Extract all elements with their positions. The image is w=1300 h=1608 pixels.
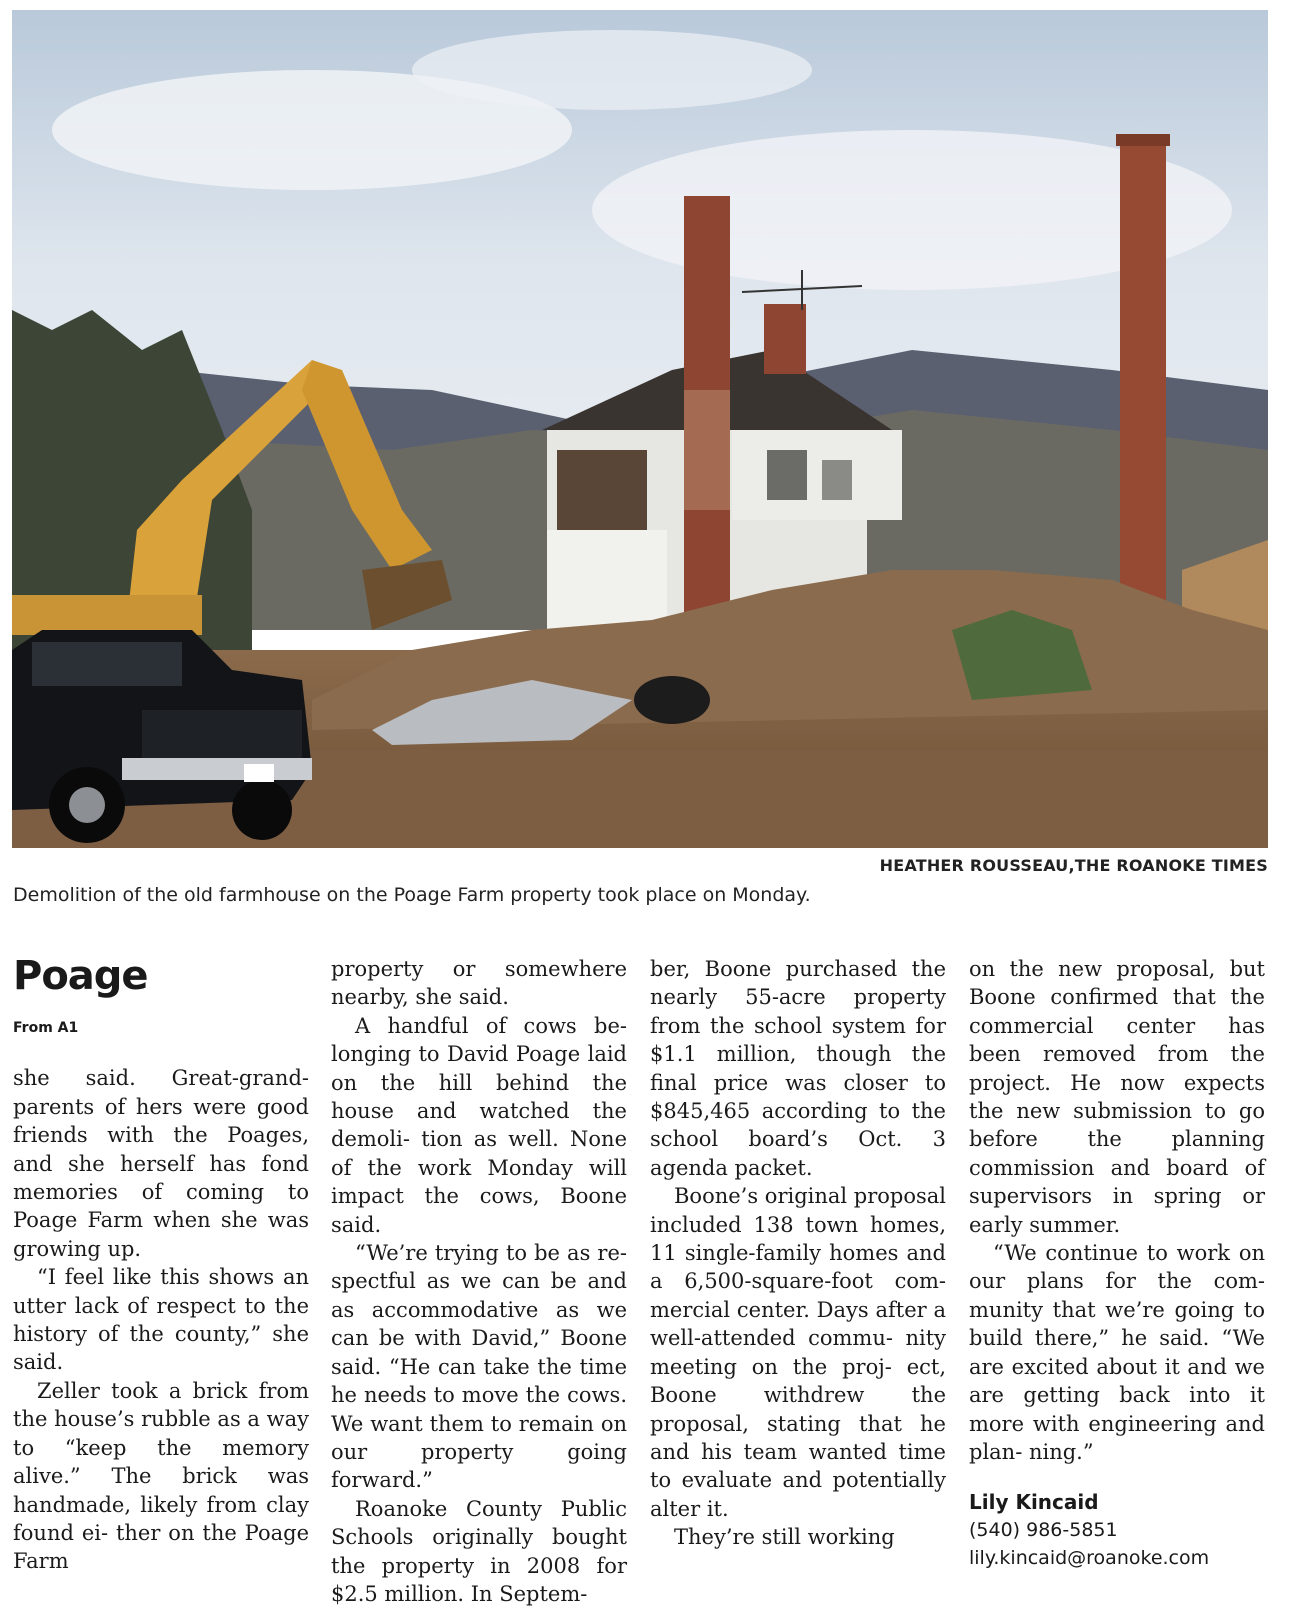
paragraph: Roanoke County Public Schools originally bought the property in 2008 for $2.5 million. In Septem- [331,1496,627,1606]
paragraph: Boone’s original proposal included 138 town homes, 11 single-family homes and a 6,500-square-foot com- mercial center. Days after a well-attended commu- nity meeting on the proj- ect, Boone withdrew the proposal, stating that he and his team wanted time to evaluate and potentially alter it. [650,1184,947,1521]
demolition-photo [12,10,1268,848]
article-column-4 [969,955,1265,1572]
jump-line: From A1 [13,1020,79,1036]
article-column-1 [13,952,309,1576]
byline-phone: (540) 986-5851 [969,1519,1118,1542]
paragraph: Zeller took a brick from the house’s rubble as a way to “keep the memory alive.” The brick was handmade, likely from clay found ei- ther on the Poage Farm [13,1378,309,1574]
paragraph: ber, Boone purchased the nearly 55-acre property from the school system for $1.1 million, though the final price was closer to $845,465 according to the school board’s Oct. 3 agenda packet. [650,957,946,1180]
paragraph: A handful of cows be- longing to David Poage laid on the hill behind the house and watched the demoli- tion as well. None of the work Monday will impact the cows, Boone said. [331,1013,627,1237]
paragraph: on the new proposal, but Boone confirmed that the commercial center has been removed from the project. He now expects the new submission to go before the planning commission and board of supervisors in spring or early summer. [969,957,1265,1237]
byline-email[interactable]: lily.kincaid@roanoke.com [969,1547,1210,1570]
photo-caption: Demolition of the old farmhouse on the Poage Farm property took place on Monday. [13,884,811,906]
byline-name: Lily Kincaid [969,1490,1099,1515]
paragraph: “I feel like this shows an utter lack of respect to the history of the county,” she said. [13,1265,309,1375]
paragraph: property or somewhere nearby, she said. [331,957,627,1010]
photo-illustration [12,10,1268,848]
photo-credit: HEATHER ROUSSEAU,THE ROANOKE TIMES [879,856,1268,875]
paragraph: They’re still working [674,1525,895,1550]
article-column-3 [650,955,946,1552]
article-column-2 [331,955,627,1608]
paragraph: “We continue to work on our plans for the com- munity that we’re going to build there,” he said. “We are excited about it and we are getting back into it more with engineering and plan- ning.” [969,1241,1265,1464]
headline: Poage [13,953,148,999]
paragraph: “We’re trying to be as re- spectful as we can be and as accommodative as we can be with David,” Boone said. “He can take the time he needs to move the cows. We want them to remain on our property going forward.” [331,1241,627,1493]
paragraph: she said. Great-grand- parents of hers were good friends with the Poages, and she herself has fond memories of coming to Poage Farm when she was growing up. [13,1066,309,1261]
